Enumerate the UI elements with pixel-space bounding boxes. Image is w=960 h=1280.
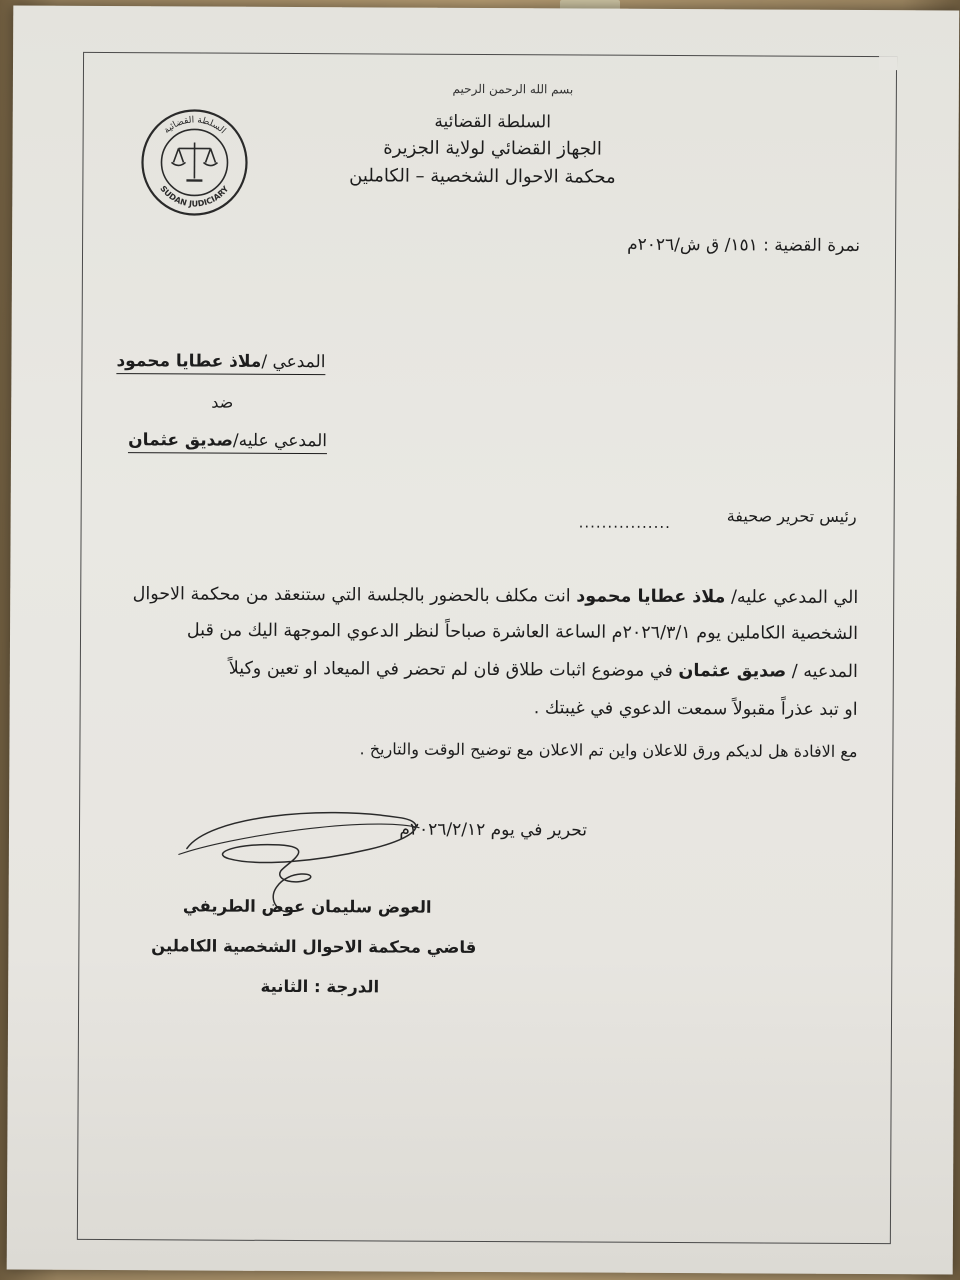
scales-icon [171, 142, 217, 180]
defendant-name: صديق عثمان [128, 430, 233, 451]
body-line-1 [133, 584, 859, 608]
addressee-label: رئيس تحرير صحيفة [726, 506, 857, 526]
addressee-blank: ................ [578, 513, 671, 532]
body-line-3-end: في موضوع اثبات طلاق فان لم تحضر في الميعاد او تعين وكيلاً [228, 658, 673, 681]
judge-title: قاضي محكمة الاحوال الشخصية الكاملين [151, 936, 477, 957]
court-title: محكمة الاحوال الشخصية – الكاملين [349, 165, 616, 188]
body-line-4: او تبد عذراً مقبولاً سمعت الدعوي في غيبتك . [533, 698, 858, 720]
case-number: نمرة القضية : ١٥١/ ق ش/٢٠٢٦م [627, 234, 861, 256]
folded-corner [879, 56, 897, 70]
body-line-3-name: صديق عثمان [678, 661, 787, 682]
basmala: بسم الله الرحمن الرحيم [452, 81, 574, 97]
body-line-2: الشخصية الكاملين يوم ٢٠٢٦/٣/١م الساعة العاشرة صباحاً لنظر الدعوي الموجهة اليك من قبل [186, 620, 859, 644]
plaintiff-label: المدعي / [261, 351, 326, 373]
body-line-1-name: ملاذ عطايا محمود [576, 586, 726, 608]
plaintiff [105, 351, 325, 372]
judiciary-seal-icon [136, 104, 253, 221]
body-line-5: مع الافادة هل لديكم ورق للاعلان واين تم الاعلان مع توضيح الوقت والتاريخ . [359, 739, 858, 761]
plaintiff-line [116, 351, 325, 375]
body-line-1-end: انت مكلف بالحضور بالجلسة التي ستنعقد من محكمة الاحوال [132, 584, 571, 607]
department-title: الجهاز القضائي لولاية الجزيرة [383, 137, 602, 160]
authority-title: السلطة القضائية [434, 111, 552, 133]
plaintiff-name: ملاذ عطايا محمود [116, 351, 262, 372]
body-line-3 [229, 659, 858, 682]
judge-name: العوض سليمان عوض الطريفي [182, 896, 432, 917]
document-page [7, 6, 960, 1275]
versus-label: ضد [211, 392, 234, 412]
issue-date: تحرير في يوم ٢٠٢٦/٢/١٢م [399, 819, 588, 841]
seal-english-text: SUDAN JUDICIARY [158, 184, 231, 209]
page-border [77, 52, 897, 1244]
body-line-3-start: المدعيه / [791, 661, 858, 682]
body-line-1-start: الي المدعي عليه/ [730, 587, 859, 608]
defendant [107, 430, 327, 451]
defendant-line [128, 430, 327, 454]
defendant-label: المدعي عليه/ [232, 430, 328, 452]
judge-grade: الدرجة : الثانية [260, 976, 380, 997]
seal-arabic-text: السلطة القضائية [162, 115, 228, 137]
